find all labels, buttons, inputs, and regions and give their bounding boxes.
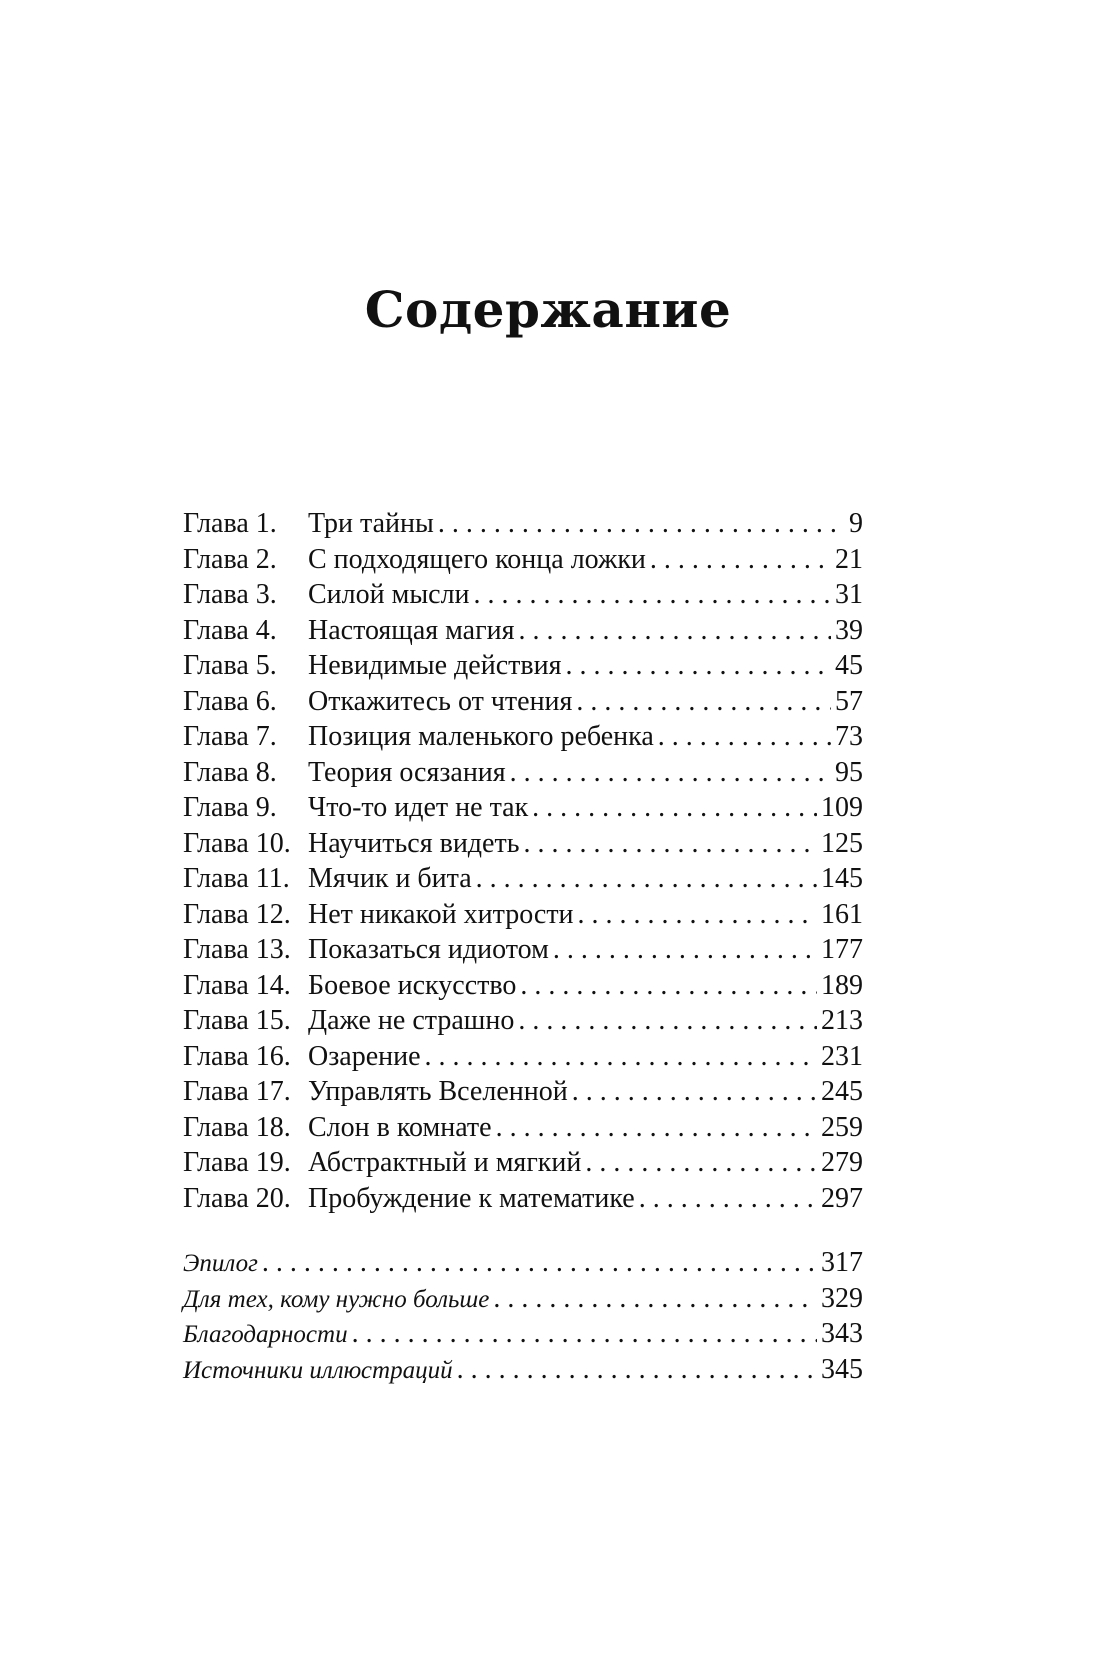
page-number: 189 [821,969,863,1001]
dot-leader [474,577,831,613]
dot-leader [496,1110,817,1146]
dot-leader [520,968,817,1004]
chapter-label: Глава 5. [183,650,277,681]
chapter-title: Мячик и бита [308,863,472,894]
chapter-label: Глава 8. [183,756,277,788]
chapter-label: Глава 7. [183,721,277,752]
dot-leader [639,1181,817,1217]
chapter-title: Теория осязания [308,756,506,788]
page-number: 9 [849,508,863,539]
toc-entry-chapter-16[interactable] [183,1039,863,1075]
toc-entry-chapter-18[interactable] [183,1110,863,1146]
chapter-title: Откажитесь от чтения [308,685,573,717]
page-number: 57 [835,685,863,717]
chapter-title: Даже не страшно [308,1005,515,1036]
page-number: 161 [821,898,863,930]
dot-leader [524,826,818,862]
chapter-title: Боевое искусство [308,969,517,1001]
chapter-label: Глава 12. [183,898,291,930]
dot-leader [658,719,831,755]
back-matter-title: Эпилог [183,1250,258,1277]
toc-entry-chapter-6[interactable] [183,684,863,720]
page-number: 21 [835,543,863,575]
dot-leader [262,1245,817,1281]
chapter-label: Глава 2. [183,543,277,575]
toc-entry-chapter-11[interactable] [183,861,863,897]
toc-entry-chapter-4[interactable] [183,613,863,649]
dot-leader [518,613,831,649]
chapter-label: Глава 14. [183,969,291,1001]
toc-entry-chapter-10[interactable] [183,826,863,862]
page-number: 345 [821,1353,863,1385]
page-number: 259 [821,1111,863,1143]
toc-entry-chapter-20[interactable] [183,1181,863,1217]
chapter-title: Абстрактный и мягкий [308,1147,582,1178]
chapter-label: Глава 10. [183,827,291,859]
page-number: 329 [821,1282,863,1314]
toc-entry-epilogue[interactable] [183,1245,863,1281]
toc-entry-chapter-8[interactable] [183,755,863,791]
chapter-label: Глава 17. [183,1076,291,1107]
chapter-label: Глава 6. [183,685,277,717]
dot-leader [476,861,817,897]
chapter-title: Научиться видеть [308,827,520,859]
dot-leader [650,542,831,578]
page-number: 125 [821,827,863,859]
dot-leader [438,506,845,542]
toc-entry-chapter-5[interactable] [183,648,863,684]
toc-entry-chapter-19[interactable] [183,1145,863,1181]
page-number: 177 [821,934,863,965]
page-title: Содержание [364,280,732,339]
chapter-title: Пробуждение к математике [308,1182,635,1214]
chapter-title: Что-то идет не так [308,792,529,823]
toc-entry-chapter-9[interactable] [183,790,863,826]
page-number: 213 [821,1005,863,1036]
chapter-label: Глава 3. [183,579,277,610]
chapter-title: Позиция маленького ребенка [308,721,654,752]
toc-entry-chapter-2[interactable] [183,542,863,578]
back-matter-title: Для тех, кому нужно больше [183,1285,490,1313]
chapter-label: Глава 18. [183,1111,291,1143]
page-number: 109 [821,792,863,823]
toc-entry-acknowledgements[interactable] [183,1316,863,1352]
dot-leader [565,648,831,684]
chapter-title: Управлять Вселенной [308,1076,568,1107]
chapter-label: Глава 13. [183,934,291,965]
page-number: 231 [821,1040,863,1072]
chapter-title: Озарение [308,1040,421,1072]
dot-leader [572,1074,817,1110]
table-of-contents [183,506,863,1216]
page-number: 31 [835,579,863,610]
chapter-label: Глава 15. [183,1005,291,1036]
toc-entry-illustration-credits[interactable] [183,1352,863,1388]
page-number: 95 [835,756,863,788]
page-number: 245 [821,1076,863,1107]
dot-leader [553,932,817,968]
dot-leader [457,1352,817,1388]
chapter-label: Глава 20. [183,1182,291,1214]
chapter-title: Три тайны [308,508,434,539]
dot-leader [493,1281,817,1317]
chapter-title: Слон в комнате [308,1111,492,1143]
page-number: 317 [821,1247,863,1278]
toc-entry-chapter-15[interactable] [183,1003,863,1039]
dot-leader [585,1145,817,1181]
page-number: 73 [835,721,863,752]
toc-entry-chapter-17[interactable] [183,1074,863,1110]
toc-entry-chapter-13[interactable] [183,932,863,968]
chapter-title: Показаться идиотом [308,934,549,965]
chapter-title: Нет никакой хитрости [308,898,574,930]
dot-leader [352,1316,817,1352]
page-number: 343 [821,1318,863,1349]
toc-entry-chapter-1[interactable] [183,506,863,542]
dot-leader [510,755,831,791]
chapter-label: Глава 19. [183,1147,291,1178]
dot-leader [532,790,817,826]
chapter-label: Глава 4. [183,614,277,646]
toc-entry-further-reading[interactable] [183,1281,863,1317]
toc-entry-chapter-3[interactable] [183,577,863,613]
dot-leader [425,1039,817,1075]
chapter-title: Настоящая магия [308,614,515,646]
chapter-label: Глава 11. [183,863,290,894]
page-number: 279 [821,1147,863,1178]
back-matter-title: Благодарности [183,1321,348,1348]
back-matter-list [183,1245,863,1387]
chapter-label: Глава 9. [183,792,277,823]
chapter-title: Силой мысли [308,579,470,610]
dot-leader [578,897,817,933]
page-number: 297 [821,1182,863,1214]
dot-leader [518,1003,817,1039]
toc-entry-chapter-14[interactable] [183,968,863,1004]
back-matter-title: Источники иллюстраций [183,1356,453,1384]
page-number: 45 [835,650,863,681]
page-number: 145 [821,863,863,894]
toc-entry-chapter-7[interactable] [183,719,863,755]
dot-leader [576,684,831,720]
chapter-label: Глава 1. [183,508,277,539]
chapter-label: Глава 16. [183,1040,291,1072]
toc-entry-chapter-12[interactable] [183,897,863,933]
chapter-title: С подходящего конца ложки [308,543,646,575]
page-number: 39 [835,614,863,646]
chapter-title: Невидимые действия [308,650,562,681]
